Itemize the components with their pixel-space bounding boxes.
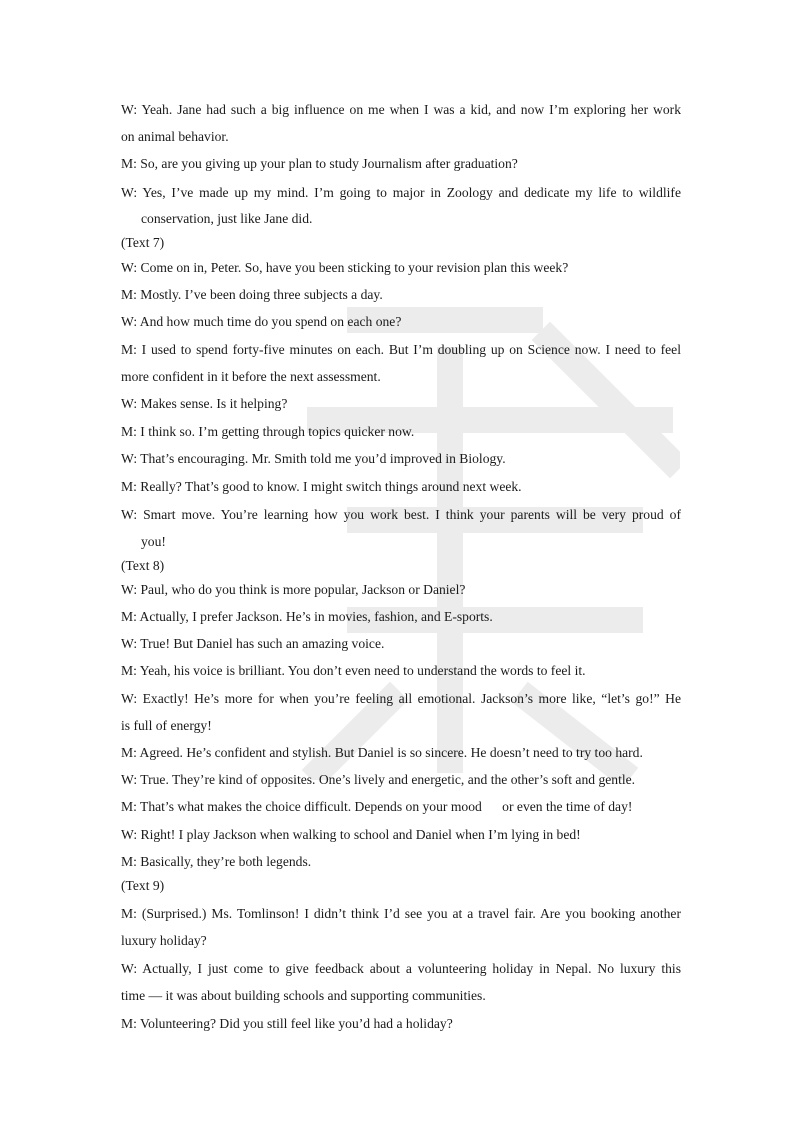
transcript-line: W: Makes sense. Is it helping? — [121, 396, 288, 411]
transcript-line: M: Actually, I prefer Jackson. He’s in movies, fashion, and E-sports. — [121, 609, 493, 624]
transcript-line: W: True! But Daniel has such an amazing voice. — [121, 636, 385, 651]
transcript-line: W: Yeah. Jane had such a big influence on me when I was a kid, and now I’m exploring her work — [121, 102, 681, 117]
transcript-line: M: Volunteering? Did you still feel like you’d had a holiday? — [121, 1016, 453, 1031]
transcript-line: W: Smart move. You’re learning how you work best. I think your parents will be very proud of — [121, 507, 681, 522]
transcript-line: more confident in it before the next assessment. — [121, 369, 381, 384]
transcript-line: luxury holiday? — [121, 933, 207, 948]
transcript-line: M: Yeah, his voice is brilliant. You don’t even need to understand the words to feel it. — [121, 663, 586, 678]
transcript-line: W: Yes, I’ve made up my mind. I’m going to major in Zoology and dedicate my life to wildlife — [121, 185, 681, 200]
transcript-line: W: Come on in, Peter. So, have you been sticking to your revision plan this week? — [121, 260, 569, 275]
transcript-line: is full of energy! — [121, 718, 212, 733]
transcript-line: M: So, are you giving up your plan to study Journalism after graduation? — [121, 156, 518, 171]
transcript-line: M: Really? That’s good to know. I might switch things around next week. — [121, 479, 522, 494]
transcript-line: on animal behavior. — [121, 129, 229, 144]
transcript-line: M: Basically, they’re both legends. — [121, 854, 312, 869]
transcript-line: time — it was about building schools and supporting communities. — [121, 988, 486, 1003]
transcript-line: M: I used to spend forty-five minutes on each. But I’m doubling up on Science now. I need to feel — [121, 342, 681, 357]
transcript-line: M: (Surprised.) Ms. Tomlinson! I didn’t think I’d see you at a travel fair. Are you booking another — [121, 906, 681, 921]
transcript-line: W: Right! I play Jackson when walking to school and Daniel when I’m lying in bed! — [121, 827, 581, 842]
transcript-line: W: Paul, who do you think is more popular, Jackson or Daniel? — [121, 582, 466, 597]
transcript-line: W: And how much time do you spend on each one? — [121, 314, 402, 329]
transcript-line: W: Actually, I just come to give feedback about a volunteering holiday in Nepal. No luxury this — [121, 961, 681, 976]
transcript-line: M: Agreed. He’s confident and stylish. But Daniel is so sincere. He doesn’t need to try too hard. — [121, 745, 643, 760]
transcript-line: M: Mostly. I’ve been doing three subjects a day. — [121, 287, 383, 302]
transcript-line: you! — [141, 534, 166, 549]
section-heading: (Text 8) — [121, 558, 165, 573]
transcript-line: W: That’s encouraging. Mr. Smith told me you’d improved in Biology. — [121, 451, 506, 466]
transcript-line: W: True. They’re kind of opposites. One’s lively and energetic, and the other’s soft and gentle. — [121, 772, 636, 787]
transcript-line: M: I think so. I’m getting through topics quicker now. — [121, 424, 415, 439]
transcript-line: conservation, just like Jane did. — [141, 211, 313, 226]
transcript-line: M: That’s what makes the choice difficult. Depends on your mood or even the time of day! — [121, 799, 633, 814]
section-heading: (Text 7) — [121, 235, 165, 250]
section-heading: (Text 9) — [121, 878, 165, 893]
transcript-line: W: Exactly! He’s more for when you’re feeling all emotional. Jackson’s more like, “let’s go!” He — [121, 691, 681, 706]
